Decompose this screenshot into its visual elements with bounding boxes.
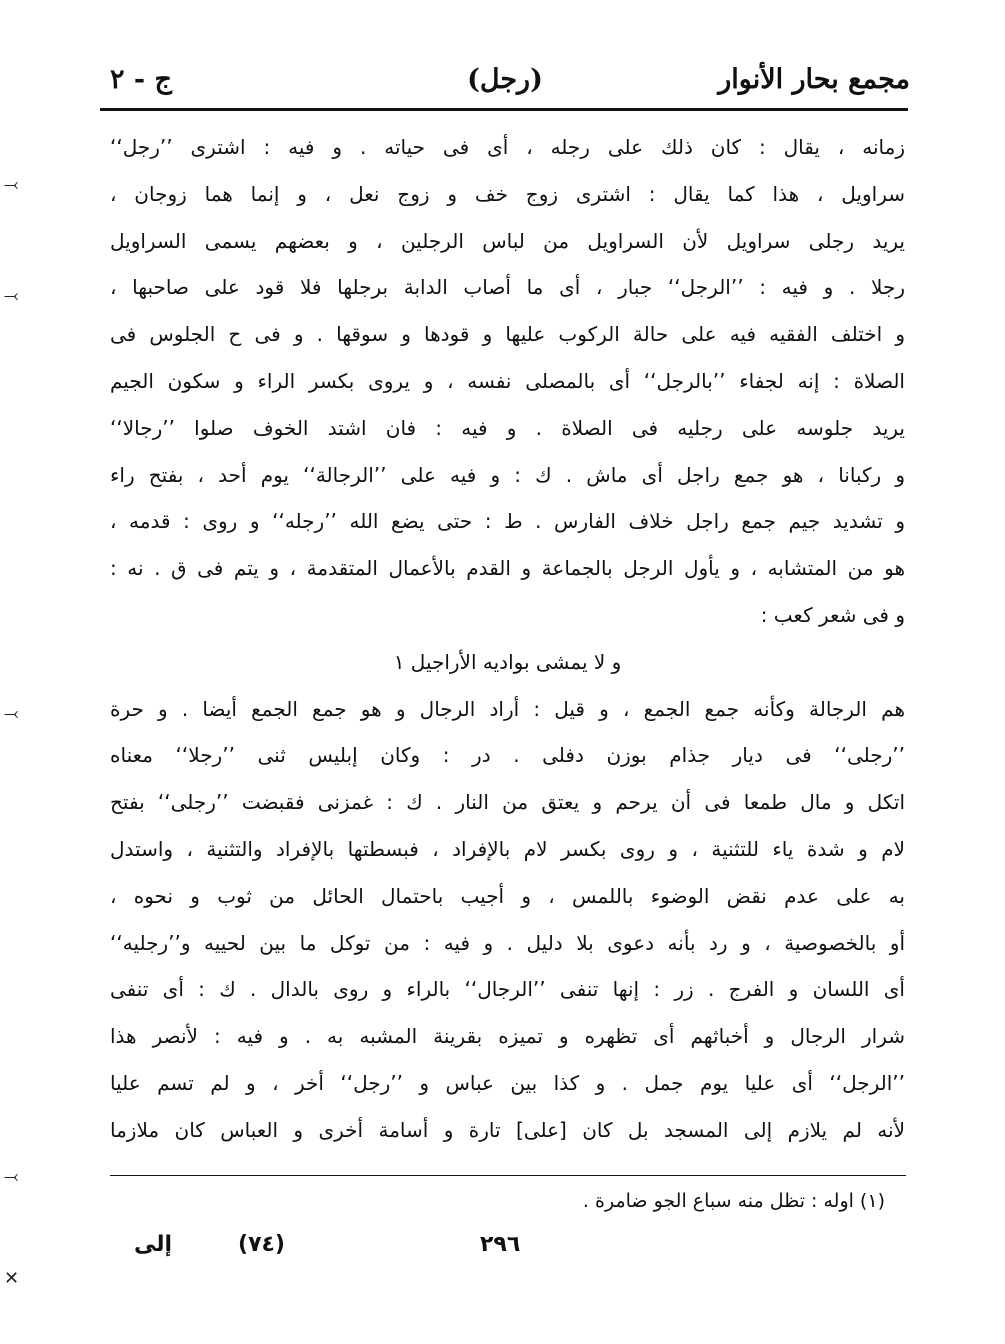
margin-mark-icon: ⤙ bbox=[4, 1166, 19, 1187]
text-line: رجلا . و فيه : ’’الرجل‘‘ جبار ، أى ما أصاب الدابة برجلها فلا قود على صاحبها ، bbox=[110, 275, 905, 300]
catchword: إلى bbox=[134, 1232, 173, 1257]
text-line: و فى شعر كعب : bbox=[760, 602, 905, 627]
text-line: سراويل ، هذا كما يقال : اشترى زوج خف و زوج نعل ، و إنما هما زوجان ، bbox=[110, 181, 905, 206]
text-line: و تشديد جيم جمع راجل خلاف الفارس . ط : حتى يضع الله ’’رجله‘‘ و روى : قدمه ، bbox=[110, 509, 905, 534]
sheet-number: (٧٤) bbox=[238, 1232, 285, 1257]
text-line: أى اللسان و الفرج . زر : إنها تنفى ’’الرجال‘‘ بالراء و روى بالدال . ك : أى تنفى bbox=[110, 977, 905, 1002]
text-line: هم الرجالة وكأنه جمع الجمع ، و قيل : أراد الرجال و هو جمع الجمع أيضا . و حرة bbox=[110, 696, 905, 721]
margin-mark-icon: ✕ bbox=[4, 1268, 20, 1289]
text-line: يريد جلوسه على رجليه فى الصلاة . و فيه : فان اشتد الخوف صلوا ’’رجالا‘‘ bbox=[110, 415, 905, 440]
text-line: اتكل و مال طمعا فى أن يرحم و يعتق من النار . ك : غمزنى فقبضت ’’رجلى‘‘ بفتح bbox=[110, 790, 905, 815]
main-text bbox=[110, 124, 905, 1154]
text-line: أو بالخصوصية ، و رد بأنه دعوى بلا دليل . و فيه : من توكل ما بين لحييه و’’رجليه‘‘ bbox=[110, 930, 905, 955]
text-line: هو من المتشابه ، و يأول الرجل بالجماعة و القدم بالأعمال المتقدمة ، و يتم فى ق . نه : bbox=[110, 556, 905, 581]
entry-heading: (رجل) bbox=[467, 64, 543, 95]
margin-mark-icon: ⤙ bbox=[4, 703, 19, 724]
text-line: ’’رجلى‘‘ فى ديار جذام بوزن دفلى . در : وكان إبليس ثنى ’’رجلا‘‘ معناه bbox=[110, 743, 905, 768]
margin-mark-icon: ⤙ bbox=[4, 174, 19, 195]
book-title: مجمع بحار الأنوار bbox=[718, 64, 910, 95]
text-line: شرار الرجال و أخباثهم أى تظهره و تميزه بقرينة المشبه به . و فيه : لأنصر هذا bbox=[110, 1024, 905, 1049]
text-line: و ركبانا ، هو جمع راجل أى ماش . ك : و فيه على ’’الرجالة‘‘ يوم أحد ، بفتح راء bbox=[110, 462, 905, 487]
text-line: به على عدم نقض الوضوء باللمس ، و أجيب باحتمال الحائل من ثوب و نحوه ، bbox=[110, 883, 905, 908]
footnote: (١) اوله : تظل منه سباع الجو ضامرة . bbox=[582, 1190, 885, 1212]
text-line: لام و شدة ياء للتثنية ، و روى بكسر لام بالإفراد ، فبسطتها بالإفراد والتثنية ، واستدل bbox=[110, 836, 905, 861]
page-footer bbox=[120, 1232, 900, 1272]
verse-line: و لا يمشى بواديه الأراجيل ١ bbox=[393, 649, 622, 674]
running-header bbox=[100, 62, 910, 106]
text-line: الصلاة : إنه لجفاء ’’بالرجل‘‘ أى بالمصلى نفسه ، و يروى بكسر الراء و سكون الجيم bbox=[110, 368, 905, 393]
text-line: ’’الرجل‘‘ أى عليا يوم جمل . و كذا بين عباس و ’’رجل‘‘ أخر ، و لم تسم عليا bbox=[110, 1070, 905, 1095]
text-line: يريد رجلى سراويل لأن السراويل من لباس الرجلين ، و بعضهم يسمى السراويل bbox=[110, 228, 905, 253]
footnote-rule bbox=[110, 1175, 906, 1176]
header-rule bbox=[100, 108, 908, 111]
page-number: ٢٩٦ bbox=[480, 1232, 521, 1257]
text-line: زمانه ، يقال : كان ذلك على رجله ، أى فى حياته . و فيه : اشترى ’’رجل‘‘ bbox=[110, 135, 905, 159]
text-line: و اختلف الفقيه فيه على حالة الركوب عليها و قودها و سوقها . و فى ح الجلوس فى bbox=[110, 322, 905, 347]
margin-mark-icon: ⤙ bbox=[4, 285, 19, 306]
text-line: لأنه لم يلازم إلى المسجد بل كان [على] تارة و أسامة أخرى و العباس كان ملازما bbox=[110, 1117, 905, 1142]
volume-label: ج - ٢ bbox=[110, 64, 172, 95]
